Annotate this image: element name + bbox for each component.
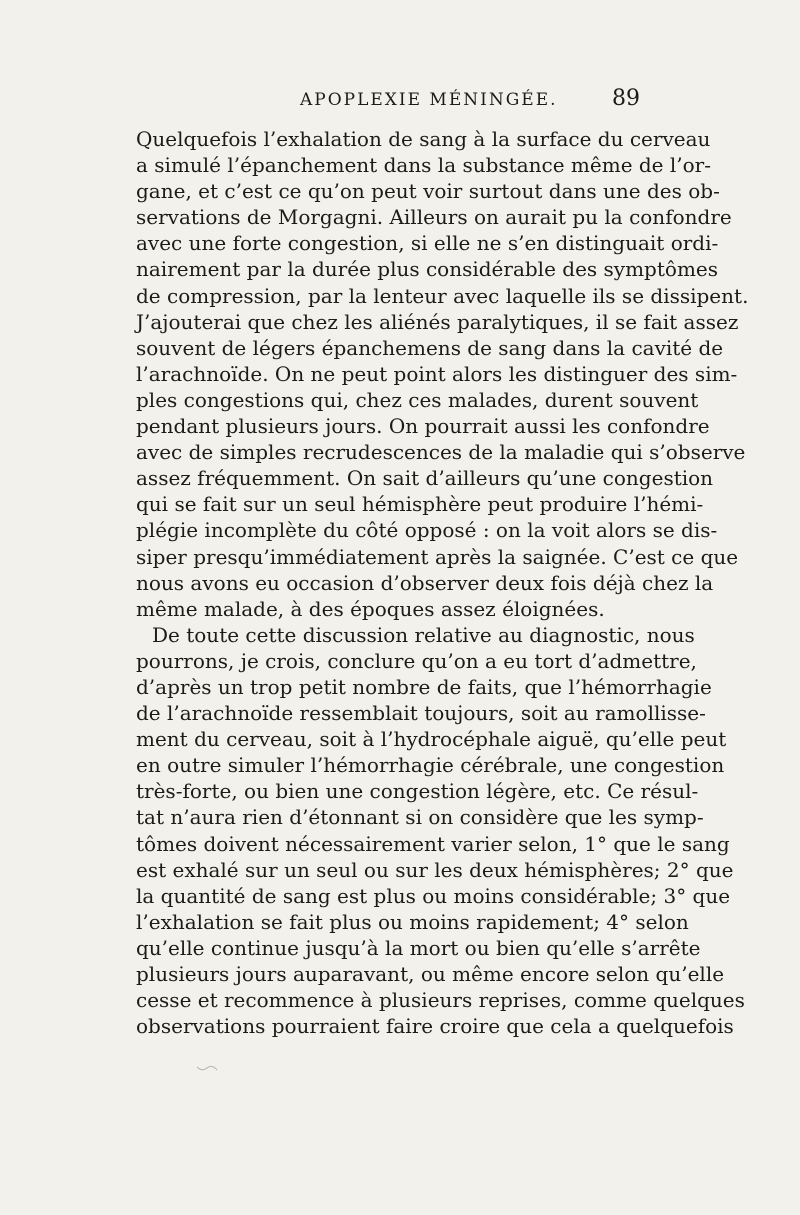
body-text (136, 126, 749, 1039)
text-line: ment du cerveau, soit à l’hydrocéphale aiguë, qu’elle peut (136, 727, 727, 752)
text-line: cesse et recommence à plusieurs reprises, comme quelques (136, 988, 745, 1013)
text-line: gane, et c’est ce qu’on peut voir surtout dans une des ob- (136, 179, 720, 204)
text-line: qui se fait sur un seul hémisphère peut produire l’hémi- (136, 492, 704, 517)
text-line: avec une forte congestion, si elle ne s’en distinguait ordi- (136, 231, 719, 256)
running-title: APOPLEXIE MÉNINGÉE. (300, 90, 558, 110)
text-line: pourrons, je crois, conclure qu’on a eu tort d’admettre, (136, 648, 697, 673)
text-line: ples congestions qui, chez ces malades, durent souvent (136, 387, 699, 412)
text-line: nous avons eu occasion d’observer deux fois déjà chez la (136, 570, 714, 595)
text-line: même malade, à des époques assez éloignées. (136, 596, 605, 621)
text-line: pendant plusieurs jours. On pourrait aussi les confondre (136, 414, 710, 439)
text-line: de l’arachnoïde ressemblait toujours, soit au ramollisse- (136, 701, 706, 726)
text-line: d’après un trop petit nombre de faits, que l’hémorrhagie (136, 674, 712, 699)
text-line: l’arachnoïde. On ne peut point alors les distinguer des sim- (136, 361, 738, 386)
text-line: de compression, par la lenteur avec laquelle ils se dissipent. (136, 283, 749, 308)
text-line: tômes doivent nécessairement varier selon, 1° que le sang (136, 831, 730, 856)
text-line: plusieurs jours auparavant, ou même encore selon qu’elle (136, 962, 725, 986)
text-line: la quantité de sang est plus ou moins considérable; 3° que (136, 883, 731, 908)
text-line: a simulé l’épanchement dans la substance même de l’or- (136, 153, 711, 178)
text-line: De toute cette discussion relative au diagnostic, nous (152, 622, 695, 647)
text-line: avec de simples recrudescences de la maladie qui s’observe (136, 440, 746, 465)
page-number: 89 (612, 86, 640, 111)
text-line: très-forte, ou bien une congestion légère, etc. Ce résul- (136, 779, 699, 804)
text-line: qu’elle continue jusqu’à la mort ou bien qu’elle s’arrête (136, 935, 701, 960)
text-line: Quelquefois l’exhalation de sang à la surface du cerveau (136, 127, 711, 151)
text-line: J’ajouterai que chez les aliénés paralytiques, il se fait assez (136, 309, 739, 334)
text-line: observations pourraient faire croire que cela a quelquefois (136, 1014, 734, 1039)
text-line: assez fréquemment. On sait d’ailleurs qu’une congestion (136, 466, 714, 491)
text-line: souvent de légers épanchemens de sang dans la cavité de (136, 335, 724, 360)
text-line: siper presqu’immédiatement après la saignée. C’est ce que (136, 544, 739, 569)
text-line: plégie incomplète du côté opposé : on la voit alors se dis- (136, 518, 718, 543)
text-line: l’exhalation se fait plus ou moins rapidement; 4° selon (136, 909, 689, 934)
text-line: en outre simuler l’hémorrhagie cérébrale, une congestion (136, 753, 725, 778)
text-line: nairement par la durée plus considérable des symptômes (136, 257, 719, 282)
print-smudge-mark (196, 1064, 218, 1074)
text-line: est exhalé sur un seul ou sur les deux hémisphères; 2° que (136, 857, 734, 882)
text-line: tat n’aura rien d’étonnant si on considère que les symp- (136, 805, 704, 830)
text-line: servations de Morgagni. Ailleurs on aurait pu la confondre (136, 205, 732, 230)
